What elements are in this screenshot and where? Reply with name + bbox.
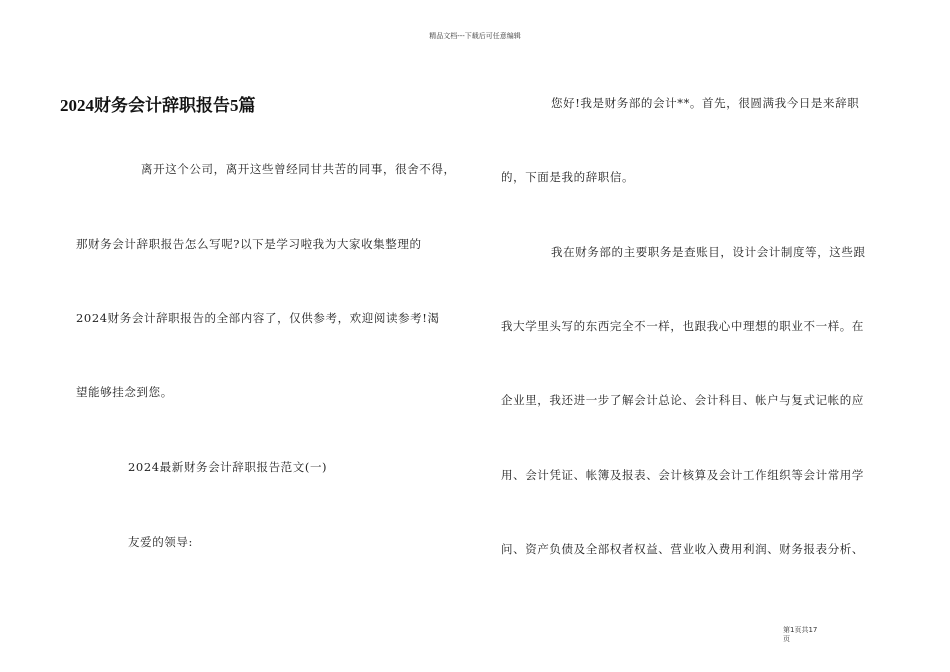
right-paragraph-line: 问、资产负债及全部权者权益、营业收入费用利润、财务报表分析、 bbox=[501, 542, 864, 556]
right-paragraph-line: 用、会计凭证、帐簿及报表、会计核算及会计工作组织等会计常用学 bbox=[501, 468, 864, 482]
left-paragraph-line: 离开这个公司，离开这些曾经同甘共苦的同事，很舍不得， bbox=[141, 162, 456, 176]
right-paragraph-line: 的，下面是我的辞职信。 bbox=[501, 170, 635, 184]
right-paragraph-line: 我大学里头写的东西完全不一样，也跟我心中理想的职业不一样。在 bbox=[501, 319, 864, 333]
right-paragraph-line: 您好!我是财务部的会计**。首先，很圆满我今日是来辞职 bbox=[551, 96, 860, 110]
section-heading: 2024最新财务会计辞职报告范文(一) bbox=[128, 460, 328, 474]
document-title: 2024财务会计辞职报告5篇 bbox=[60, 96, 256, 115]
right-paragraph-line: 我在财务部的主要职务是查账目，设计会计制度等，这些跟 bbox=[551, 245, 866, 259]
salutation: 友爱的领导: bbox=[128, 535, 193, 549]
right-paragraph-line: 企业里，我还进一步了解会计总论、会计科目、帐户与复式记帐的应 bbox=[501, 393, 864, 407]
left-paragraph-line: 2024财务会计辞职报告的全部内容了，仅供参考，欢迎阅读参考!渴 bbox=[76, 311, 440, 325]
left-paragraph-line: 望能够挂念到您。 bbox=[76, 385, 173, 399]
left-paragraph-line: 那财务会计辞职报告怎么写呢?以下是学习啦我为大家收集整理的 bbox=[76, 237, 422, 251]
page-number-footer: 第1页共17页 bbox=[783, 626, 818, 643]
page-header-note: 精品文档---下载后可任意编辑 bbox=[429, 32, 521, 40]
